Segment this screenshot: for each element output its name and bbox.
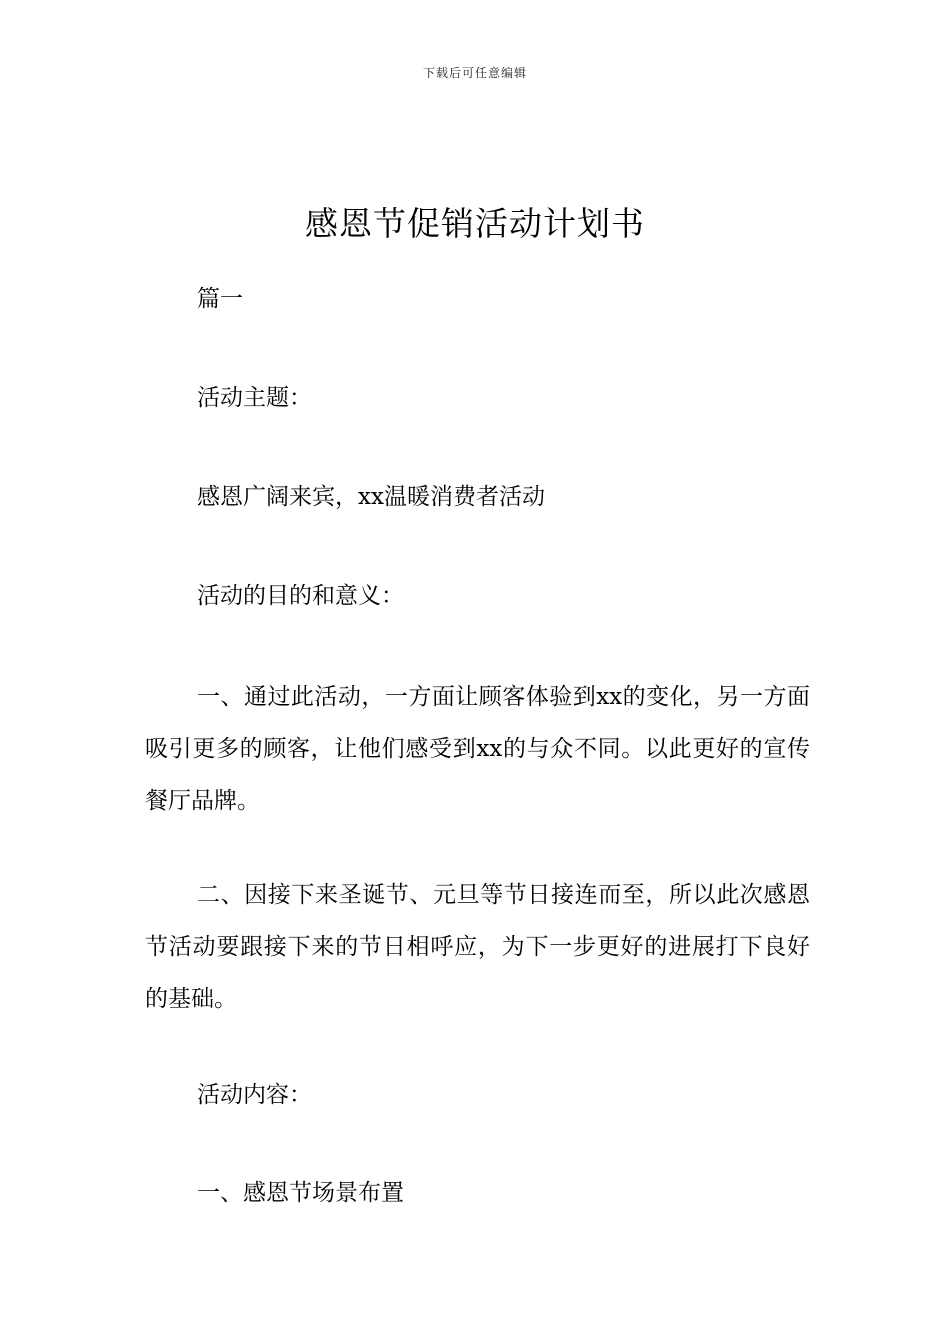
paragraph-purpose-heading: 活动的目的和意义：	[197, 583, 404, 609]
document-title: 感恩节促销活动计划书	[305, 204, 645, 244]
paragraph-purpose-two: 二、因接下来圣诞节、元旦等节日接连而至，所以此次感恩节活动要跟接下来的节日相呼应，为下一步更好的进展打下良好的基础。	[145, 882, 810, 1012]
paragraph-content-item-one: 一、感恩节场景布置	[197, 1180, 404, 1206]
paragraph-theme-heading: 活动主题：	[197, 385, 312, 411]
paragraph-theme-text: 感恩广阔来宾，xx温暖消费者活动	[197, 484, 545, 510]
page-header-note: 下载后可任意编辑	[422, 66, 527, 80]
paragraph-section-label: 篇一	[197, 286, 243, 312]
paragraph-purpose-one: 一、通过此活动，一方面让顾客体验到xx的变化，另一方面吸引更多的顾客，让他们感受到xx的与众不同。以此更好的宣传餐厅品牌。	[145, 684, 810, 814]
paragraph-content-heading: 活动内容：	[197, 1082, 312, 1108]
